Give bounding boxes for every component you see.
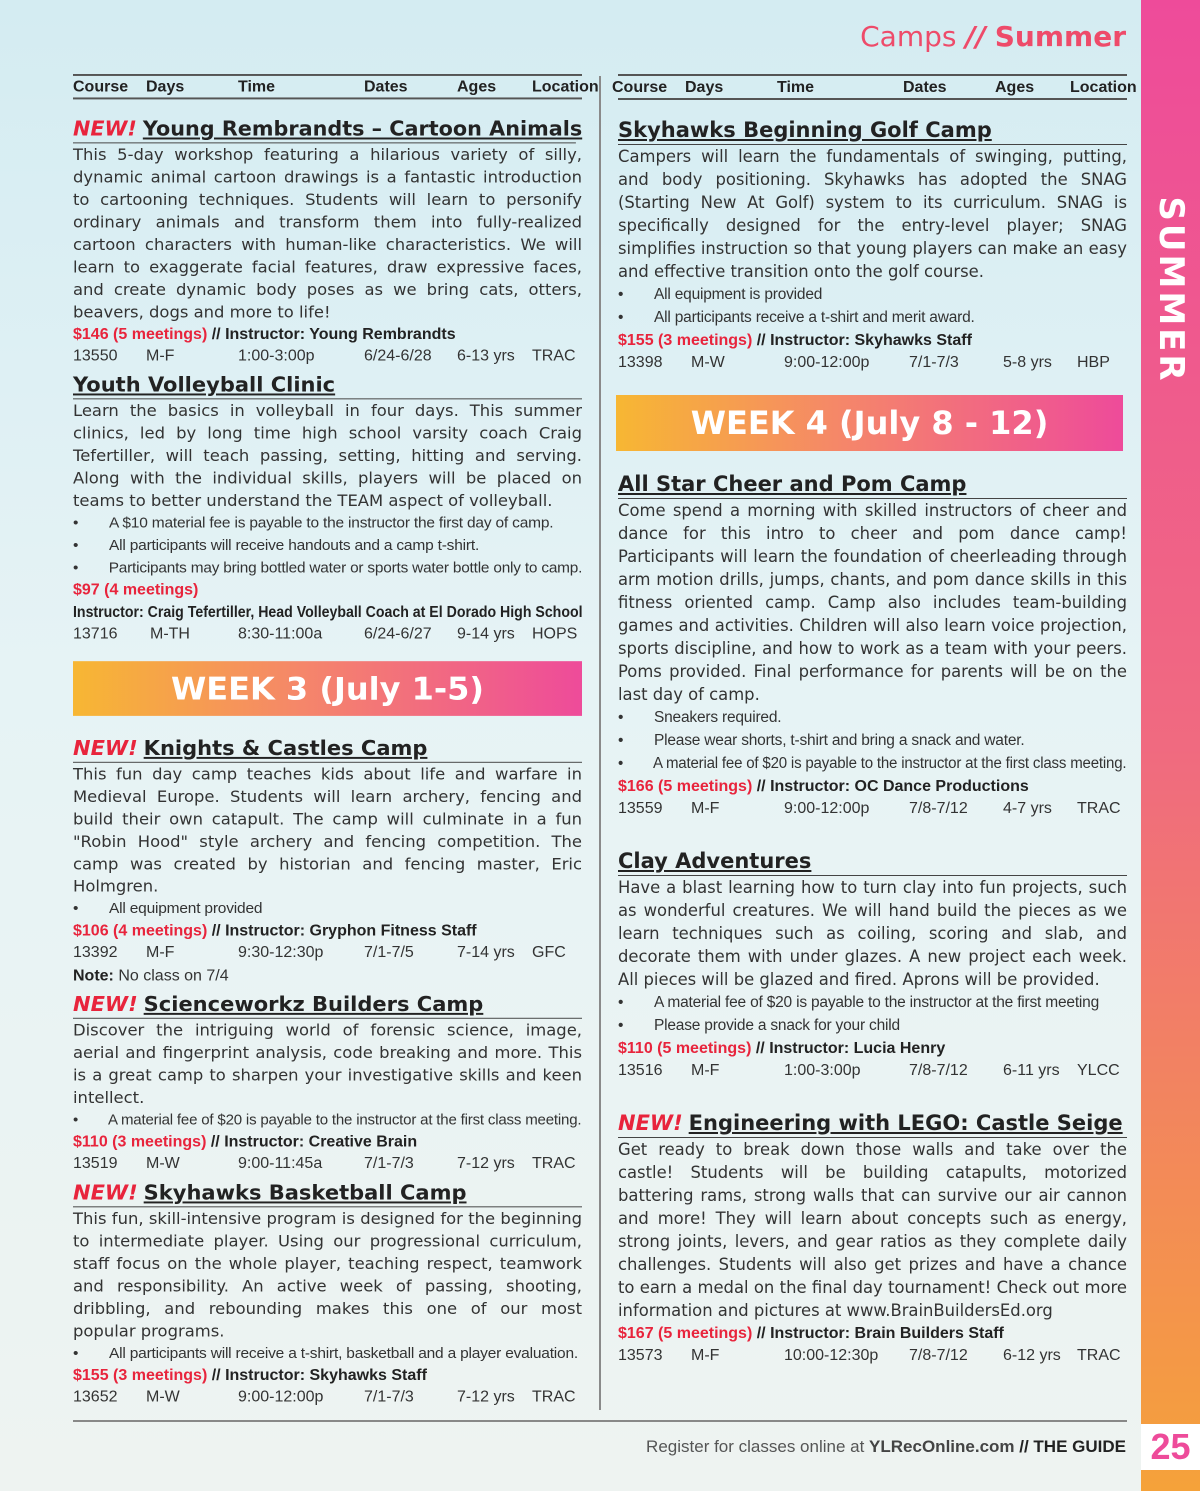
course-title[interactable]: NEW! Skyhawks Basketball Camp bbox=[73, 1180, 582, 1207]
bullet-item: • All participants receive a t-shirt and merit award. bbox=[618, 306, 1127, 329]
header-time: Time bbox=[238, 78, 276, 96]
course-title[interactable]: NEW! Engineering with LEGO: Castle Seige bbox=[618, 1110, 1127, 1138]
price-line: $167 (5 meetings) // Instructor: Brain Builders Staff bbox=[618, 1325, 1004, 1342]
session-row: 13550 M-F 1:00-3:00p 6/24-6/28 6-13 yrs TRAC bbox=[73, 347, 576, 365]
right-column bbox=[612, 74, 1137, 1368]
course-description: Have a blast learning how to turn clay into fun projects, such as wonderful creatures. We will hand build the pieces as we learn techniques such as coiling, scoring and slab, and decorate them with under glazes. A new project each week. All pieces will be glazed and fired. Aprons will be provided. bbox=[618, 878, 1127, 989]
bullet-item: • Please provide a snack for your child bbox=[618, 1014, 1127, 1037]
session-row: 13516 M-F 1:00-3:00p 7/8-7/12 6-11 yrs YLCC bbox=[618, 1062, 1120, 1079]
session-row: 13392 M-F 9:30-12:30p 7/1-7/5 7-14 yrs GFC bbox=[73, 944, 566, 962]
session-row: 13716 M-TH 8:30-11:00a 6/24-6/27 9-14 yrs HOPS bbox=[73, 626, 578, 643]
course-block bbox=[618, 471, 1127, 821]
section-heading: Camps // Summer bbox=[860, 20, 1126, 53]
price-line: $97 (4 meetings) bbox=[73, 582, 199, 599]
bullet-item: • A material fee of $20 is payable to the instructor at the first meeting bbox=[618, 991, 1127, 1014]
course-block bbox=[618, 1110, 1127, 1368]
price-line: $166 (5 meetings) // Instructor: OC Dance Productions bbox=[618, 778, 1029, 795]
bullet-item: • Please wear shorts, t-shirt and bring a snack and water. bbox=[618, 729, 1127, 752]
header-days: Days bbox=[146, 78, 185, 96]
course-title[interactable]: NEW! Scienceworkz Builders Camp bbox=[73, 991, 582, 1018]
course-title[interactable]: NEW! Young Rembrandts – Cartoon Animals bbox=[73, 116, 576, 143]
course-description: Learn the basics in volleyball in four days. This summer clinics, led by long time high school varsity coach Craig Tefertiller, will teach passing, setting, hitting and serving. Along with the individual skills, players will be placed on teams to better understand the TEAM aspect of volleyball. bbox=[73, 401, 582, 510]
footer-register: Register for classes online at YLRecOnline.com // THE GUIDE bbox=[646, 1437, 1126, 1456]
register-link[interactable]: YLRecOnline.com bbox=[869, 1437, 1015, 1456]
course-description: This 5-day workshop featuring a hilarious variety of silly, dynamic animal cartoon drawings is a fantastic introduction to cartooning techniques. Students will learn to personify ordinary animals and transform them into fully-realized cartoon characters with human-like characteristics. We will learn to exaggerate facial features, draw expressive faces, and create dynamic body poses as we bring cats, otters, beavers, dogs and more to life! bbox=[73, 145, 582, 322]
table-header bbox=[612, 74, 1137, 100]
session-row: 13398 M-W 9:00-12:00p 7/1-7/3 5-8 yrs HBP bbox=[618, 354, 1110, 371]
course-title[interactable]: NEW! Knights & Castles Camp bbox=[73, 735, 582, 762]
column-divider bbox=[599, 76, 601, 1410]
course-bullets bbox=[73, 1342, 582, 1364]
price-line: $110 (3 meetings) // Instructor: Creative Brain bbox=[73, 1134, 418, 1151]
course-bullets bbox=[73, 1109, 582, 1131]
course-block bbox=[73, 735, 582, 987]
header-dates: Dates bbox=[364, 78, 408, 96]
course-title[interactable]: Clay Adventures bbox=[618, 848, 1127, 876]
bullet-item: • A $10 material fee is payable to the instructor the first day of camp. bbox=[73, 512, 582, 534]
course-description: Discover the intriguing world of forensic science, image, aerial and fingerprint analysis, code breaking and more. This is a great camp to sharpen your investigative skills and keen intellect. bbox=[73, 1020, 582, 1107]
session-row: 13573 M-F 10:00-12:30p 7/8-7/12 6-12 yrs TRAC bbox=[618, 1347, 1121, 1364]
bullet-item: • All participants will receive a t-shirt, basketball and a player evaluation. bbox=[73, 1342, 582, 1364]
course-description: Come spend a morning with skilled instructors of cheer and dance for this intro to cheer and pom dance camp! Participants will learn the foundation of cheerleading through arm motion drills, jumps, chants, and pom dance skills in this fitness oriented camp. Camp also includes team-building games and activities. Children will also learn voice projection, sports discipline, and how to work as a team with your peers. Poms provided. Final performance for parents will be on the last day of camp. bbox=[618, 501, 1127, 704]
left-column bbox=[73, 74, 599, 1410]
course-description: Campers will learn the fundamentals of swinging, putting, and body positioning. Skyhawks has adopted the SNAG (Starting New At Golf) system to its curriculum. SNAG is specifically designed for the entry-level player; SNAG simplifies instruction so that young players can make an easy and effective transition onto the golf course. bbox=[618, 147, 1127, 281]
header-course: Course bbox=[73, 78, 129, 96]
session-row: 13559 M-F 9:00-12:00p 7/8-7/12 4-7 yrs TRAC bbox=[618, 800, 1121, 817]
course-block bbox=[618, 848, 1127, 1083]
course-block bbox=[618, 117, 1127, 375]
bullet-item: • Sneakers required. bbox=[618, 706, 1127, 729]
course-bullets bbox=[73, 512, 582, 579]
session-row: 13652 M-W 9:00-12:00p 7/1-7/3 7-12 yrs TRAC bbox=[73, 1389, 576, 1406]
header-dates: Dates bbox=[903, 79, 947, 96]
price-line: $110 (5 meetings) // Instructor: Lucia Henry bbox=[618, 1040, 946, 1057]
course-note: Note: No class on 7/4 bbox=[73, 967, 229, 985]
course-bullets bbox=[618, 706, 1127, 775]
price-line: $155 (3 meetings) // Instructor: Skyhawks Staff bbox=[618, 332, 972, 349]
price-line: $155 (3 meetings) // Instructor: Skyhawks Staff bbox=[73, 1367, 427, 1385]
footer-rule bbox=[73, 1420, 1127, 1422]
bullet-item: • Participants may bring bottled water or sports water bottle only to camp. bbox=[73, 557, 578, 579]
course-block bbox=[73, 1180, 582, 1410]
bullet-item: • A material fee of $20 is payable to the instructor at the first class meeting. bbox=[618, 752, 1112, 775]
bullet-item: • All equipment is provided bbox=[618, 283, 1127, 306]
course-bullets bbox=[73, 898, 582, 920]
table-header bbox=[73, 74, 599, 99]
page-number: 25 bbox=[1141, 1424, 1200, 1470]
week-banner: WEEK 4 (July 8 - 12) bbox=[616, 395, 1123, 451]
bullet-item: • All equipment provided bbox=[73, 898, 582, 920]
bullet-item: • A material fee of $20 is payable to the instructor at the first class meeting. bbox=[73, 1109, 567, 1131]
header-location: Location bbox=[1070, 79, 1137, 96]
course-title[interactable]: Youth Volleyball Clinic bbox=[73, 372, 582, 399]
header-time: Time bbox=[777, 79, 815, 96]
instructor-line: Instructor: Craig Tefertiller, Head Volleyball Coach at El Dorado High School bbox=[73, 604, 583, 622]
course-title[interactable]: Skyhawks Beginning Golf Camp bbox=[618, 117, 1127, 145]
bullet-item: • All participants will receive handouts and a camp t-shirt. bbox=[73, 534, 582, 556]
course-block bbox=[73, 372, 582, 647]
price-line: $146 (5 meetings) // Instructor: Young Rembrandts bbox=[73, 326, 456, 343]
header-ages: Ages bbox=[457, 78, 497, 96]
course-description: This fun day camp teaches kids about life and warfare in Medieval Europe. Students will learn archery, fencing and build their own catapult. The camp will culminate in a fun "Robin Hood" style archery and fencing competition. The camp was created by historian and fencing master, Eric Holmgren. bbox=[73, 764, 582, 896]
header-ages: Ages bbox=[995, 79, 1035, 96]
course-block bbox=[73, 116, 582, 368]
header-days: Days bbox=[685, 79, 724, 96]
course-bullets bbox=[618, 283, 1127, 329]
week-banner: WEEK 3 (July 1-5) bbox=[73, 661, 582, 716]
course-description: Get ready to break down those walls and take over the castle! Students will be building catapults, motorized battering rams, strong walls that can survive our air cannon and more! They will learn about concepts such as energy, strong joints, levers, and gear ratios as they complete daily challenges. Students will also get prizes and have a chance to earn a medal on the final day tournament! Check out more information and pictures at www.BrainBuildersEd.org bbox=[618, 1140, 1127, 1320]
course-block bbox=[73, 991, 582, 1176]
course-description: This fun, skill-intensive program is designed for the beginning to intermediate player. Using our progressional curriculum, staff focus on the whole player, teaching respect, teamwork and responsibility. An active week of passing, shooting, dribbling, and rebounding makes this one of our most popular programs. bbox=[73, 1209, 582, 1341]
session-row: 13519 M-W 9:00-11:45a 7/1-7/3 7-12 yrs TRAC bbox=[73, 1155, 576, 1173]
price-line: $106 (4 meetings) // Instructor: Gryphon Fitness Staff bbox=[73, 923, 477, 940]
header-course: Course bbox=[612, 79, 668, 96]
course-bullets bbox=[618, 991, 1127, 1037]
header-location: Location bbox=[532, 78, 599, 96]
course-title[interactable]: All Star Cheer and Pom Camp bbox=[618, 471, 1127, 499]
